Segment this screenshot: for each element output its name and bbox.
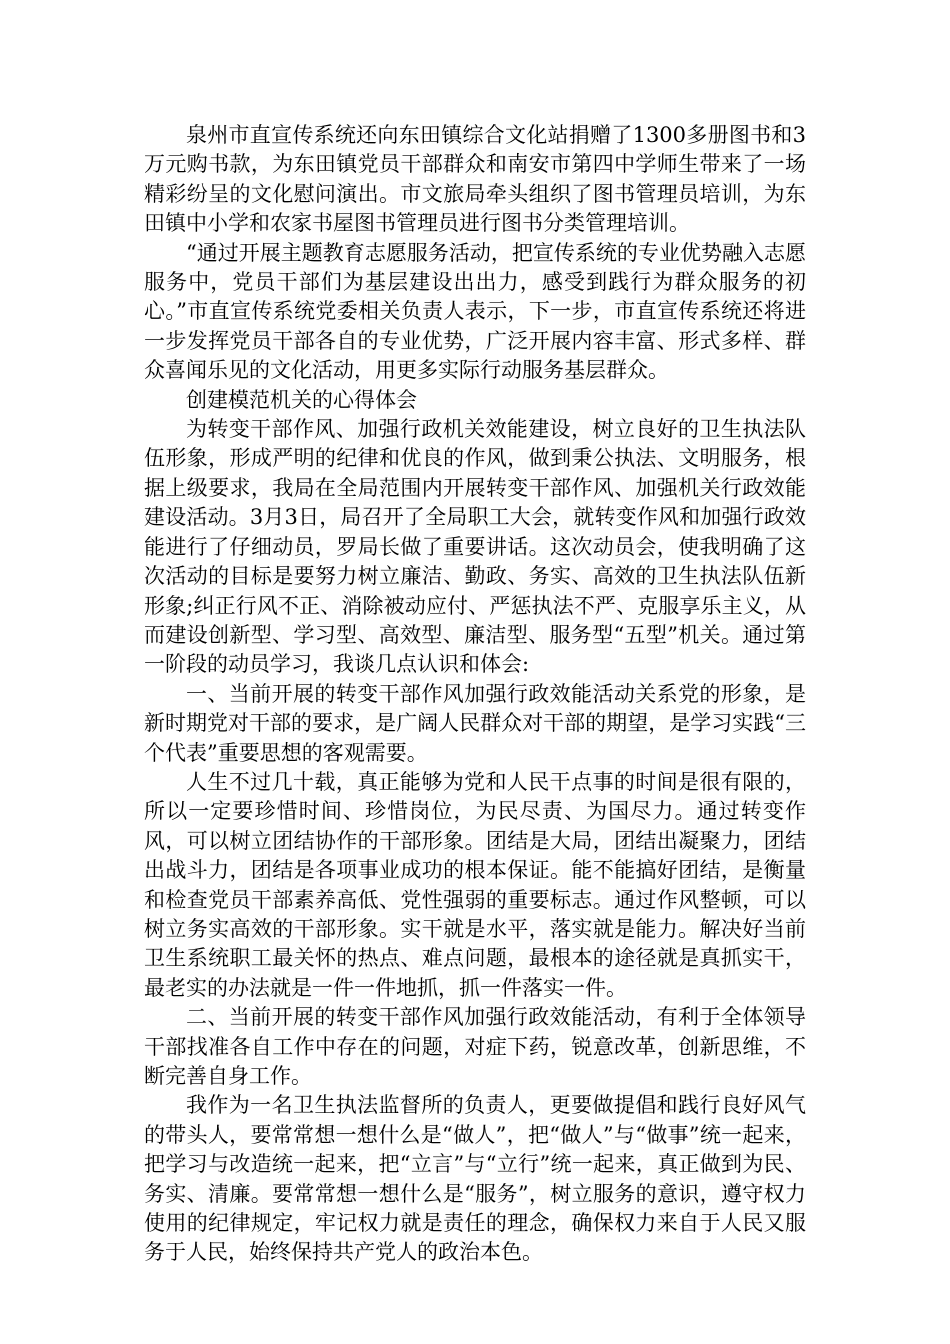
paragraph-point-two: 二、当前开展的转变干部作风加强行政效能活动，有利于全体领导干部找准各自工作中存在的问题，对症下药，锐意改革，创新思维，不断完善自身工作。 [144,1005,806,1088]
paragraph-point-one: 一、当前开展的转变干部作风加强行政效能活动关系党的形象，是新时期党对干部的要求，是广阔人民群众对干部的期望，是学习实践“三个代表”重要思想的客观需要。 [144,681,806,765]
paragraph-intro: 为转变干部作风、加强行政机关效能建设，树立良好的卫生执法队伍形象，形成严明的纪律和优良的作风，做到秉公执法、文明服务，根据上级要求，我局在全局范围内开展转变干部作风、加强机关行政效能建设活动。3月3日，局召开了全局职工大会，就转变作风和加强行政效能进行了仔细动员，罗局长做了重要讲话。这次动员会，使我明确了这次活动的目标是要努力树立廉洁、勤政、务实、高效的卫生执法队伍新形象;纠正行风不正、消除被动应付、严惩执法不严、克服享乐主义，从而建设创新型、学习型、高效型、廉洁型、服务型“五型”机关。通过第一阶段的动员学习，我谈几点认识和体会: [144,417,806,677]
paragraph-self: 我作为一名卫生执法监督所的负责人，更要做提倡和践行良好风气的带头人，要常常想一想什么是“做人”，把“做人”与“做事”统一起来，把学习与改造统一起来，把“立言”与“立行”统一起来，真正做到为民、务实、清廉。要常常想一想什么是“服务”，树立服务的意识，遵守权力使用的纪律规定，牢记权力就是责任的理念，确保权力来自于人民又服务于人民，始终保持共产党人的政治本色。 [144,1093,806,1265]
paragraph-donation: 泉州市直宣传系统还向东田镇综合文化站捐赠了1300多册图书和3万元购书款，为东田镇党员干部群众和南安市第四中学师生带来了一场精彩纷呈的文化慰问演出。市文旅局牵头组织了图书管理员培训，为东田镇中小学和农家书屋图书管理员进行图书分类管理培训。 [144,123,806,236]
document-body [144,121,806,1268]
paragraph-volunteer-quote: “通过开展主题教育志愿服务活动，把宣传系统的专业优势融入志愿服务中，党员干部们为基层建设出出力，感受到践行为群众服务的初心。”市直宣传系统党委相关负责人表示，下一步，市直宣传系统还将进一步发挥党员干部各自的专业优势，广泛开展内容丰富、形式多样、群众喜闻乐见的文化活动，用更多实际行动服务基层群众。 [144,240,806,383]
paragraph-life: 人生不过几十载，真正能够为党和人民干点事的时间是很有限的，所以一定要珍惜时间、珍惜岗位，为民尽责、为国尽力。通过转变作风，可以树立团结协作的干部形象。团结是大局，团结出凝聚力，团结出战斗力，团结是各项事业成功的根本保证。能不能搞好团结，是衡量和检查党员干部素养高低、党性强弱的重要标志。通过作风整顿，可以树立务实高效的干部形象。实干就是水平，落实就是能力。解决好当前卫生系统职工最关怀的热点、难点问题，最根本的途径就是真抓实干，最老实的办法就是一件一件地抓，抓一件落实一件。 [144,769,806,1000]
section-title: 创建模范机关的心得体会 [186,387,417,412]
